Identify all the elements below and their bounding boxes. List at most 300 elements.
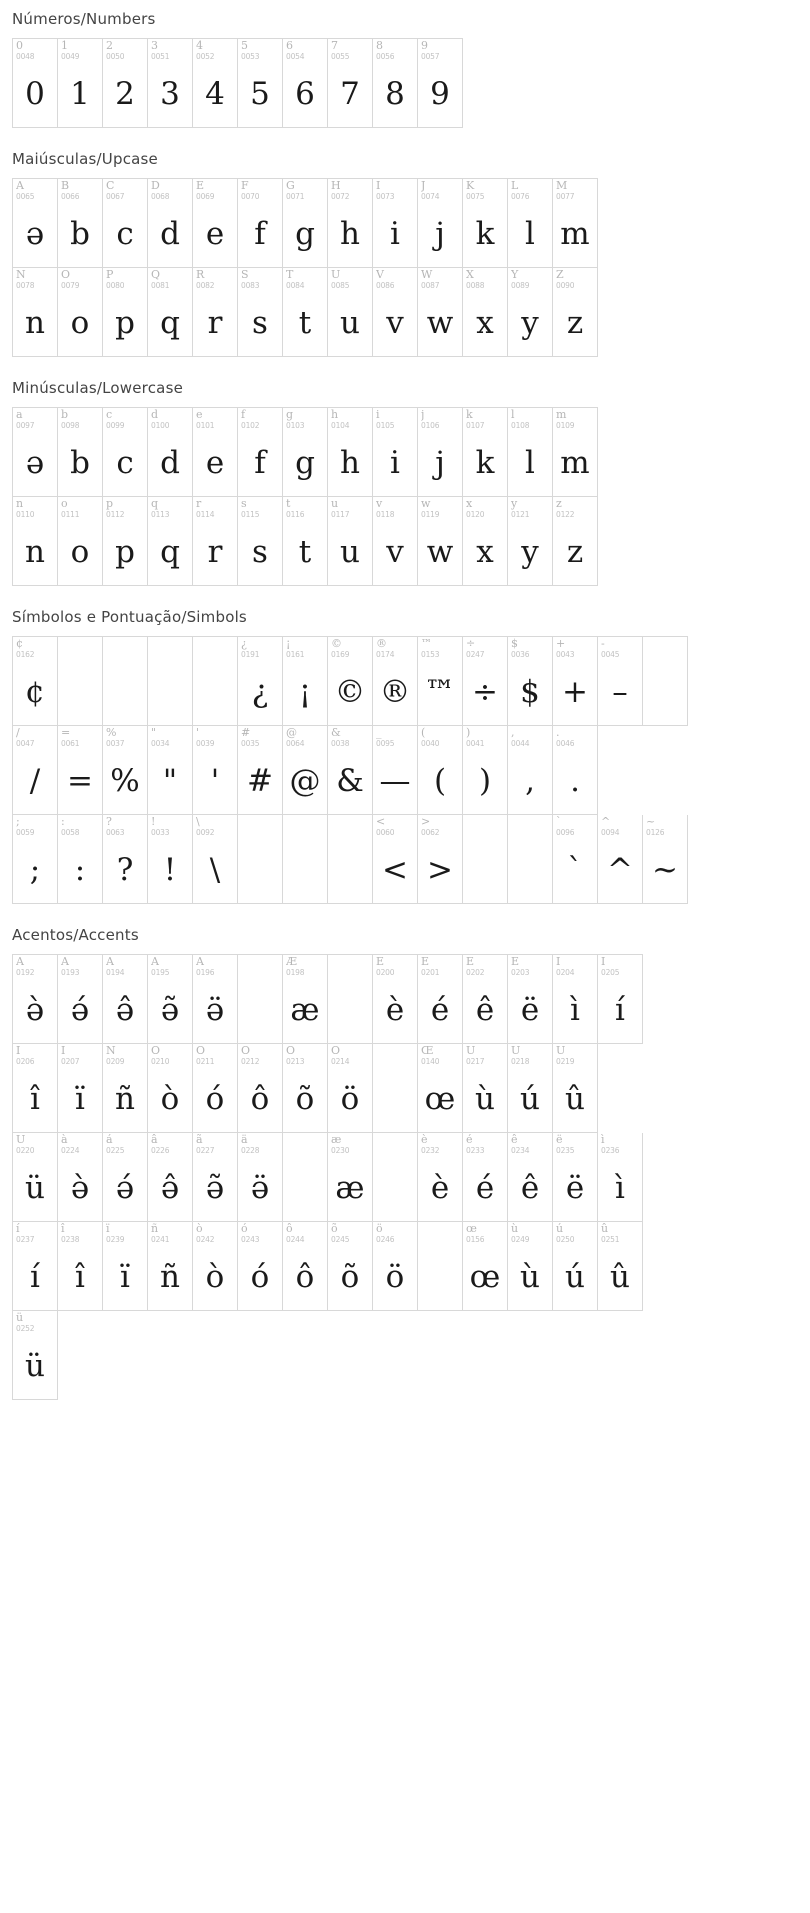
glyph-char-label: K [466, 180, 475, 192]
glyph-preview: 3 [160, 75, 180, 112]
glyph-code-label: 0097 [16, 421, 35, 430]
glyph-preview: o [70, 304, 90, 341]
glyph-cell-meta [508, 955, 552, 981]
glyph-cell[interactable] [553, 955, 598, 1044]
glyph-cell[interactable] [373, 815, 418, 904]
glyph-cell[interactable] [13, 39, 58, 128]
glyph-cell[interactable] [463, 726, 508, 815]
glyph-preview: & [336, 762, 364, 799]
glyph-preview: ù [475, 1080, 495, 1117]
glyph-char-label: Ì [556, 956, 561, 968]
glyph-char-label: L [511, 180, 519, 192]
glyph-preview: û [610, 1258, 630, 1295]
glyph-cell[interactable] [508, 1044, 553, 1133]
glyph-cell[interactable] [103, 637, 148, 726]
glyph-cell[interactable] [418, 408, 463, 497]
glyph-cell[interactable] [418, 497, 463, 586]
glyph-preview: / [29, 762, 41, 799]
glyph-cell[interactable] [373, 268, 418, 357]
glyph-code-label: 0103 [286, 421, 305, 430]
glyph-section [12, 150, 798, 357]
glyph-cell[interactable] [463, 268, 508, 357]
glyph-cell[interactable] [13, 1044, 58, 1133]
glyph-cell[interactable] [373, 1044, 418, 1133]
glyph-cell[interactable] [553, 408, 598, 497]
glyph-cell-meta [598, 815, 642, 841]
glyph-char-label: W [421, 269, 433, 281]
glyph-cell-meta [238, 39, 282, 65]
glyph-cell[interactable] [328, 637, 373, 726]
glyph-table [12, 178, 798, 357]
glyph-cell-meta [328, 39, 372, 65]
glyph-cell[interactable] [283, 1222, 328, 1311]
glyph-preview: > [427, 851, 453, 888]
glyph-cell[interactable] [13, 726, 58, 815]
glyph-char-label: 7 [331, 40, 338, 52]
glyph-cell[interactable] [463, 1044, 508, 1133]
glyph-cell[interactable] [373, 408, 418, 497]
glyph-cell[interactable] [148, 497, 193, 586]
glyph-cell[interactable] [238, 497, 283, 586]
glyph-cell[interactable] [508, 179, 553, 268]
glyph-preview: c [116, 444, 134, 481]
glyph-cell[interactable] [373, 726, 418, 815]
glyph-preview: ê [520, 1169, 540, 1206]
glyph-code-label: 0086 [376, 281, 395, 290]
glyph-cell[interactable] [418, 268, 463, 357]
glyph-cell[interactable] [148, 179, 193, 268]
glyph-char-label: à [61, 1134, 68, 1146]
glyph-cell[interactable] [58, 1044, 103, 1133]
glyph-preview: ú [520, 1080, 540, 1117]
glyph-char-label: $ [511, 638, 518, 650]
glyph-cell[interactable] [283, 1044, 328, 1133]
glyph-cell-meta [418, 1044, 462, 1070]
glyph-cell[interactable] [193, 1222, 238, 1311]
glyph-preview: t [298, 533, 312, 570]
glyph-preview: w [426, 533, 454, 570]
glyph-cell[interactable] [418, 955, 463, 1044]
glyph-cell-meta [463, 1222, 507, 1248]
glyph-code-label: 0040 [421, 739, 440, 748]
glyph-cell[interactable] [238, 1133, 283, 1222]
glyph-preview: c [116, 215, 134, 252]
glyph-cell-meta [238, 497, 282, 523]
glyph-cell[interactable] [13, 637, 58, 726]
glyph-cell[interactable] [103, 955, 148, 1044]
glyph-cell[interactable] [238, 815, 283, 904]
glyph-cell[interactable] [598, 637, 643, 726]
glyph-char-label: ¡ [286, 638, 291, 650]
glyph-cell[interactable] [13, 179, 58, 268]
glyph-cell[interactable] [238, 1222, 283, 1311]
glyph-code-label: 0236 [601, 1146, 620, 1155]
glyph-char-label: T [286, 269, 294, 281]
glyph-cell-meta [148, 1133, 192, 1159]
glyph-char-label: r [196, 498, 202, 510]
glyph-cell-meta [328, 1222, 372, 1248]
glyph-cell[interactable] [463, 408, 508, 497]
glyph-cell[interactable] [58, 497, 103, 586]
glyph-code-label: 0111 [61, 510, 80, 519]
glyph-cell[interactable] [148, 637, 193, 726]
glyph-preview: ô [250, 1080, 270, 1117]
glyph-code-label: 0037 [106, 739, 125, 748]
glyph-cell[interactable] [58, 268, 103, 357]
glyph-preview: v [386, 533, 404, 570]
glyph-cell[interactable] [58, 726, 103, 815]
glyph-cell[interactable] [238, 268, 283, 357]
glyph-cell[interactable] [598, 815, 643, 904]
glyph-preview: ə [25, 444, 45, 481]
glyph-cell[interactable] [283, 726, 328, 815]
glyph-cell[interactable] [13, 1222, 58, 1311]
glyph-char-label: Æ [286, 956, 298, 968]
glyph-code-label: 0068 [151, 192, 170, 201]
glyph-cell[interactable] [508, 955, 553, 1044]
glyph-cell[interactable] [463, 1222, 508, 1311]
glyph-cell[interactable] [238, 179, 283, 268]
glyph-cell[interactable] [328, 179, 373, 268]
glyph-cell[interactable] [283, 408, 328, 497]
glyph-cell[interactable] [463, 637, 508, 726]
glyph-preview: w [426, 304, 454, 341]
glyph-preview: \ [209, 851, 221, 888]
glyph-cell[interactable] [103, 815, 148, 904]
glyph-cell[interactable] [328, 1133, 373, 1222]
glyph-cell[interactable] [508, 1133, 553, 1222]
glyph-cell[interactable] [328, 1222, 373, 1311]
glyph-preview [238, 841, 282, 903]
glyph-cell-meta [328, 1133, 372, 1159]
glyph-cell[interactable] [193, 408, 238, 497]
glyph-preview: ^ [607, 851, 633, 888]
glyph-cell[interactable] [193, 39, 238, 128]
glyph-cell[interactable] [283, 497, 328, 586]
glyph-cell[interactable] [328, 497, 373, 586]
glyph-char-label: Ú [511, 1045, 521, 1057]
glyph-cell-meta [328, 1044, 372, 1070]
glyph-cell[interactable] [148, 815, 193, 904]
glyph-preview: g [295, 215, 315, 252]
glyph-cell[interactable] [553, 1222, 598, 1311]
glyph-preview: b [70, 215, 90, 252]
glyph-cell[interactable] [373, 955, 418, 1044]
glyph-cell[interactable] [463, 955, 508, 1044]
glyph-code-label: 0117 [331, 510, 350, 519]
glyph-cell[interactable] [103, 408, 148, 497]
glyph-cell[interactable] [508, 497, 553, 586]
glyph-cell[interactable] [418, 39, 463, 128]
glyph-char-label: â [151, 1134, 158, 1146]
glyph-cell[interactable] [328, 726, 373, 815]
glyph-char-label: N [16, 269, 26, 281]
glyph-cell[interactable] [193, 268, 238, 357]
glyph-preview: ¿ [251, 673, 269, 710]
glyph-cell[interactable] [463, 1133, 508, 1222]
glyph-cell[interactable] [373, 179, 418, 268]
glyph-cell[interactable] [103, 1222, 148, 1311]
glyph-cell[interactable] [553, 1133, 598, 1222]
glyph-cell[interactable] [58, 1222, 103, 1311]
glyph-cell-meta [103, 39, 147, 65]
glyph-cell[interactable] [13, 408, 58, 497]
glyph-code-label: 0217 [466, 1057, 485, 1066]
glyph-preview: ò [160, 1080, 180, 1117]
glyph-cell[interactable] [418, 179, 463, 268]
glyph-cell[interactable] [148, 39, 193, 128]
glyph-cell[interactable] [328, 815, 373, 904]
glyph-cell-meta [103, 179, 147, 205]
glyph-cell[interactable] [373, 1133, 418, 1222]
glyph-preview: ə̃ [205, 1169, 225, 1206]
glyph-char-label: m [556, 409, 567, 421]
glyph-cell[interactable] [283, 815, 328, 904]
glyph-cell-meta [238, 1044, 282, 1070]
glyph-cell[interactable] [58, 179, 103, 268]
glyph-cell[interactable] [148, 955, 193, 1044]
glyph-cell[interactable] [193, 1044, 238, 1133]
glyph-char-label: ú [556, 1223, 564, 1235]
glyph-cell[interactable] [328, 1044, 373, 1133]
glyph-cell[interactable] [553, 1044, 598, 1133]
glyph-cell[interactable] [508, 268, 553, 357]
glyph-cell-meta [553, 955, 597, 981]
glyph-cell[interactable] [148, 1133, 193, 1222]
glyph-cell[interactable] [238, 1044, 283, 1133]
glyph-cell[interactable] [13, 1311, 58, 1400]
glyph-cell[interactable] [598, 1133, 643, 1222]
glyph-cell-meta [418, 268, 462, 294]
glyph-cell[interactable] [103, 39, 148, 128]
glyph-cell[interactable] [418, 1222, 463, 1311]
glyph-cell[interactable] [508, 637, 553, 726]
glyph-cell-meta [508, 1044, 552, 1070]
glyph-code-label: 0205 [601, 968, 620, 977]
glyph-cell[interactable] [148, 726, 193, 815]
glyph-code-label: 0121 [511, 510, 530, 519]
glyph-cell-meta [148, 1222, 192, 1248]
glyph-cell[interactable] [148, 268, 193, 357]
glyph-cell[interactable] [193, 726, 238, 815]
glyph-cell[interactable] [193, 637, 238, 726]
glyph-cell[interactable] [193, 497, 238, 586]
glyph-cell[interactable] [238, 955, 283, 1044]
glyph-cell[interactable] [418, 726, 463, 815]
glyph-cell[interactable] [283, 179, 328, 268]
glyph-cell[interactable] [13, 497, 58, 586]
glyph-cell[interactable] [373, 637, 418, 726]
glyph-cell-meta [58, 39, 102, 65]
glyph-code-label: 0153 [421, 650, 440, 659]
glyph-cell[interactable] [58, 408, 103, 497]
glyph-cell[interactable] [553, 179, 598, 268]
glyph-cell[interactable] [283, 268, 328, 357]
glyph-cell-meta [463, 726, 507, 752]
glyph-cell[interactable] [103, 726, 148, 815]
glyph-cell[interactable] [13, 815, 58, 904]
glyph-cell[interactable] [373, 39, 418, 128]
glyph-preview: 4 [205, 75, 225, 112]
glyph-cell[interactable] [193, 815, 238, 904]
glyph-char-label: á [106, 1134, 113, 1146]
glyph-cell[interactable] [58, 1133, 103, 1222]
glyph-cell-meta [13, 1044, 57, 1070]
glyph-code-label: 0090 [556, 281, 575, 290]
glyph-preview: @ [289, 762, 321, 799]
glyph-cell[interactable] [193, 1133, 238, 1222]
glyph-code-label: 0225 [106, 1146, 125, 1155]
glyph-preview: l [525, 215, 535, 252]
glyph-code-label: 0201 [421, 968, 440, 977]
glyph-cell[interactable] [508, 726, 553, 815]
glyph-cell[interactable] [463, 179, 508, 268]
glyph-row [12, 636, 688, 726]
glyph-cell[interactable] [418, 1133, 463, 1222]
glyph-cell-meta [283, 726, 327, 752]
glyph-cell[interactable] [103, 1044, 148, 1133]
glyph-cell[interactable] [283, 637, 328, 726]
glyph-code-label: 0105 [376, 421, 395, 430]
glyph-cell[interactable] [418, 637, 463, 726]
glyph-preview: + [562, 673, 588, 710]
glyph-code-label: 0204 [556, 968, 575, 977]
glyph-preview: ə̈ [205, 991, 225, 1028]
glyph-cell[interactable] [283, 39, 328, 128]
glyph-cell[interactable] [148, 1044, 193, 1133]
glyph-cell-meta [13, 268, 57, 294]
glyph-code-label: 0198 [286, 968, 305, 977]
glyph-cell[interactable] [58, 815, 103, 904]
glyph-cell[interactable] [418, 1044, 463, 1133]
glyph-code-label: 0115 [241, 510, 260, 519]
glyph-code-label: 0233 [466, 1146, 485, 1155]
glyph-code-label: 0228 [241, 1146, 260, 1155]
glyph-cell[interactable] [238, 637, 283, 726]
glyph-cell[interactable] [238, 408, 283, 497]
glyph-char-label: © [331, 638, 342, 650]
glyph-cell-meta [148, 179, 192, 205]
glyph-cell[interactable] [328, 39, 373, 128]
glyph-preview: y [521, 304, 539, 341]
glyph-cell[interactable] [553, 637, 598, 726]
glyph-preview: m [560, 215, 590, 252]
glyph-char-label: t [286, 498, 291, 510]
glyph-cell[interactable] [373, 497, 418, 586]
glyph-code-label: 0234 [511, 1146, 530, 1155]
glyph-cell[interactable] [193, 955, 238, 1044]
glyph-cell[interactable] [103, 497, 148, 586]
glyph-char-label: D [151, 180, 160, 192]
glyph-char-label: J [421, 180, 426, 192]
glyph-cell[interactable] [508, 408, 553, 497]
glyph-cell[interactable] [643, 637, 688, 726]
glyph-cell[interactable] [13, 1133, 58, 1222]
glyph-cell[interactable] [103, 1133, 148, 1222]
glyph-cell[interactable] [508, 1222, 553, 1311]
glyph-cell[interactable] [283, 1133, 328, 1222]
glyph-code-label: 0070 [241, 192, 260, 201]
glyph-cell[interactable] [103, 179, 148, 268]
glyph-cell[interactable] [598, 1222, 643, 1311]
glyph-code-label: 0120 [466, 510, 485, 519]
glyph-cell-meta [328, 497, 372, 523]
glyph-cell[interactable] [103, 268, 148, 357]
glyph-cell-meta [148, 39, 192, 65]
glyph-cell-meta [238, 268, 282, 294]
glyph-cell[interactable] [58, 637, 103, 726]
glyph-cell[interactable] [373, 1222, 418, 1311]
glyph-cell[interactable] [328, 408, 373, 497]
glyph-cell[interactable] [553, 726, 598, 815]
glyph-section [12, 926, 798, 1400]
glyph-cell[interactable] [463, 815, 508, 904]
glyph-cell-meta [103, 1133, 147, 1159]
glyph-cell[interactable] [328, 268, 373, 357]
glyph-cell[interactable] [58, 39, 103, 128]
glyph-preview: r [207, 304, 223, 341]
glyph-cell[interactable] [148, 408, 193, 497]
glyph-code-label: 0084 [286, 281, 305, 290]
glyph-preview: ú [565, 1258, 585, 1295]
glyph-cell[interactable] [553, 815, 598, 904]
glyph-code-label: 0230 [331, 1146, 350, 1155]
glyph-cell-meta [283, 39, 327, 65]
glyph-cell[interactable] [598, 955, 643, 1044]
glyph-char-label: ë [556, 1134, 563, 1146]
glyph-preview: ì [615, 1169, 625, 1206]
glyph-cell[interactable] [238, 726, 283, 815]
glyph-char-label: + [556, 638, 566, 650]
glyph-cell[interactable] [553, 268, 598, 357]
glyph-preview [148, 663, 192, 725]
glyph-cell[interactable] [328, 955, 373, 1044]
glyph-preview [373, 1070, 417, 1132]
glyph-preview: 6 [295, 75, 315, 112]
glyph-char-label: # [241, 727, 251, 739]
glyph-cell[interactable] [553, 497, 598, 586]
glyph-cell[interactable] [283, 955, 328, 1044]
glyph-cell[interactable] [58, 955, 103, 1044]
glyph-preview: ə̈ [250, 1169, 270, 1206]
glyph-code-label: 0077 [556, 192, 575, 201]
glyph-cell[interactable] [643, 815, 688, 904]
glyph-cell[interactable] [508, 815, 553, 904]
glyph-cell[interactable] [13, 955, 58, 1044]
glyph-row [12, 178, 598, 268]
glyph-cell[interactable] [13, 268, 58, 357]
glyph-preview: ə́ [115, 1169, 135, 1206]
glyph-cell[interactable] [148, 1222, 193, 1311]
glyph-char-label: 1 [61, 40, 68, 52]
glyph-code-label: 0057 [421, 52, 440, 61]
glyph-code-label: 0107 [466, 421, 485, 430]
glyph-code-label: 0108 [511, 421, 530, 430]
glyph-cell[interactable] [418, 815, 463, 904]
glyph-row [12, 407, 598, 497]
glyph-preview: ¢ [25, 673, 45, 710]
glyph-cell[interactable] [238, 39, 283, 128]
glyph-cell-meta [283, 408, 327, 434]
glyph-cell[interactable] [463, 497, 508, 586]
glyph-code-label: 0196 [196, 968, 215, 977]
glyph-preview: $ [520, 673, 540, 710]
glyph-char-label: ' [196, 727, 200, 739]
glyph-cell[interactable] [193, 179, 238, 268]
glyph-char-label: Q [151, 269, 161, 281]
glyph-cell-meta [13, 955, 57, 981]
glyph-cell-meta [418, 726, 462, 752]
